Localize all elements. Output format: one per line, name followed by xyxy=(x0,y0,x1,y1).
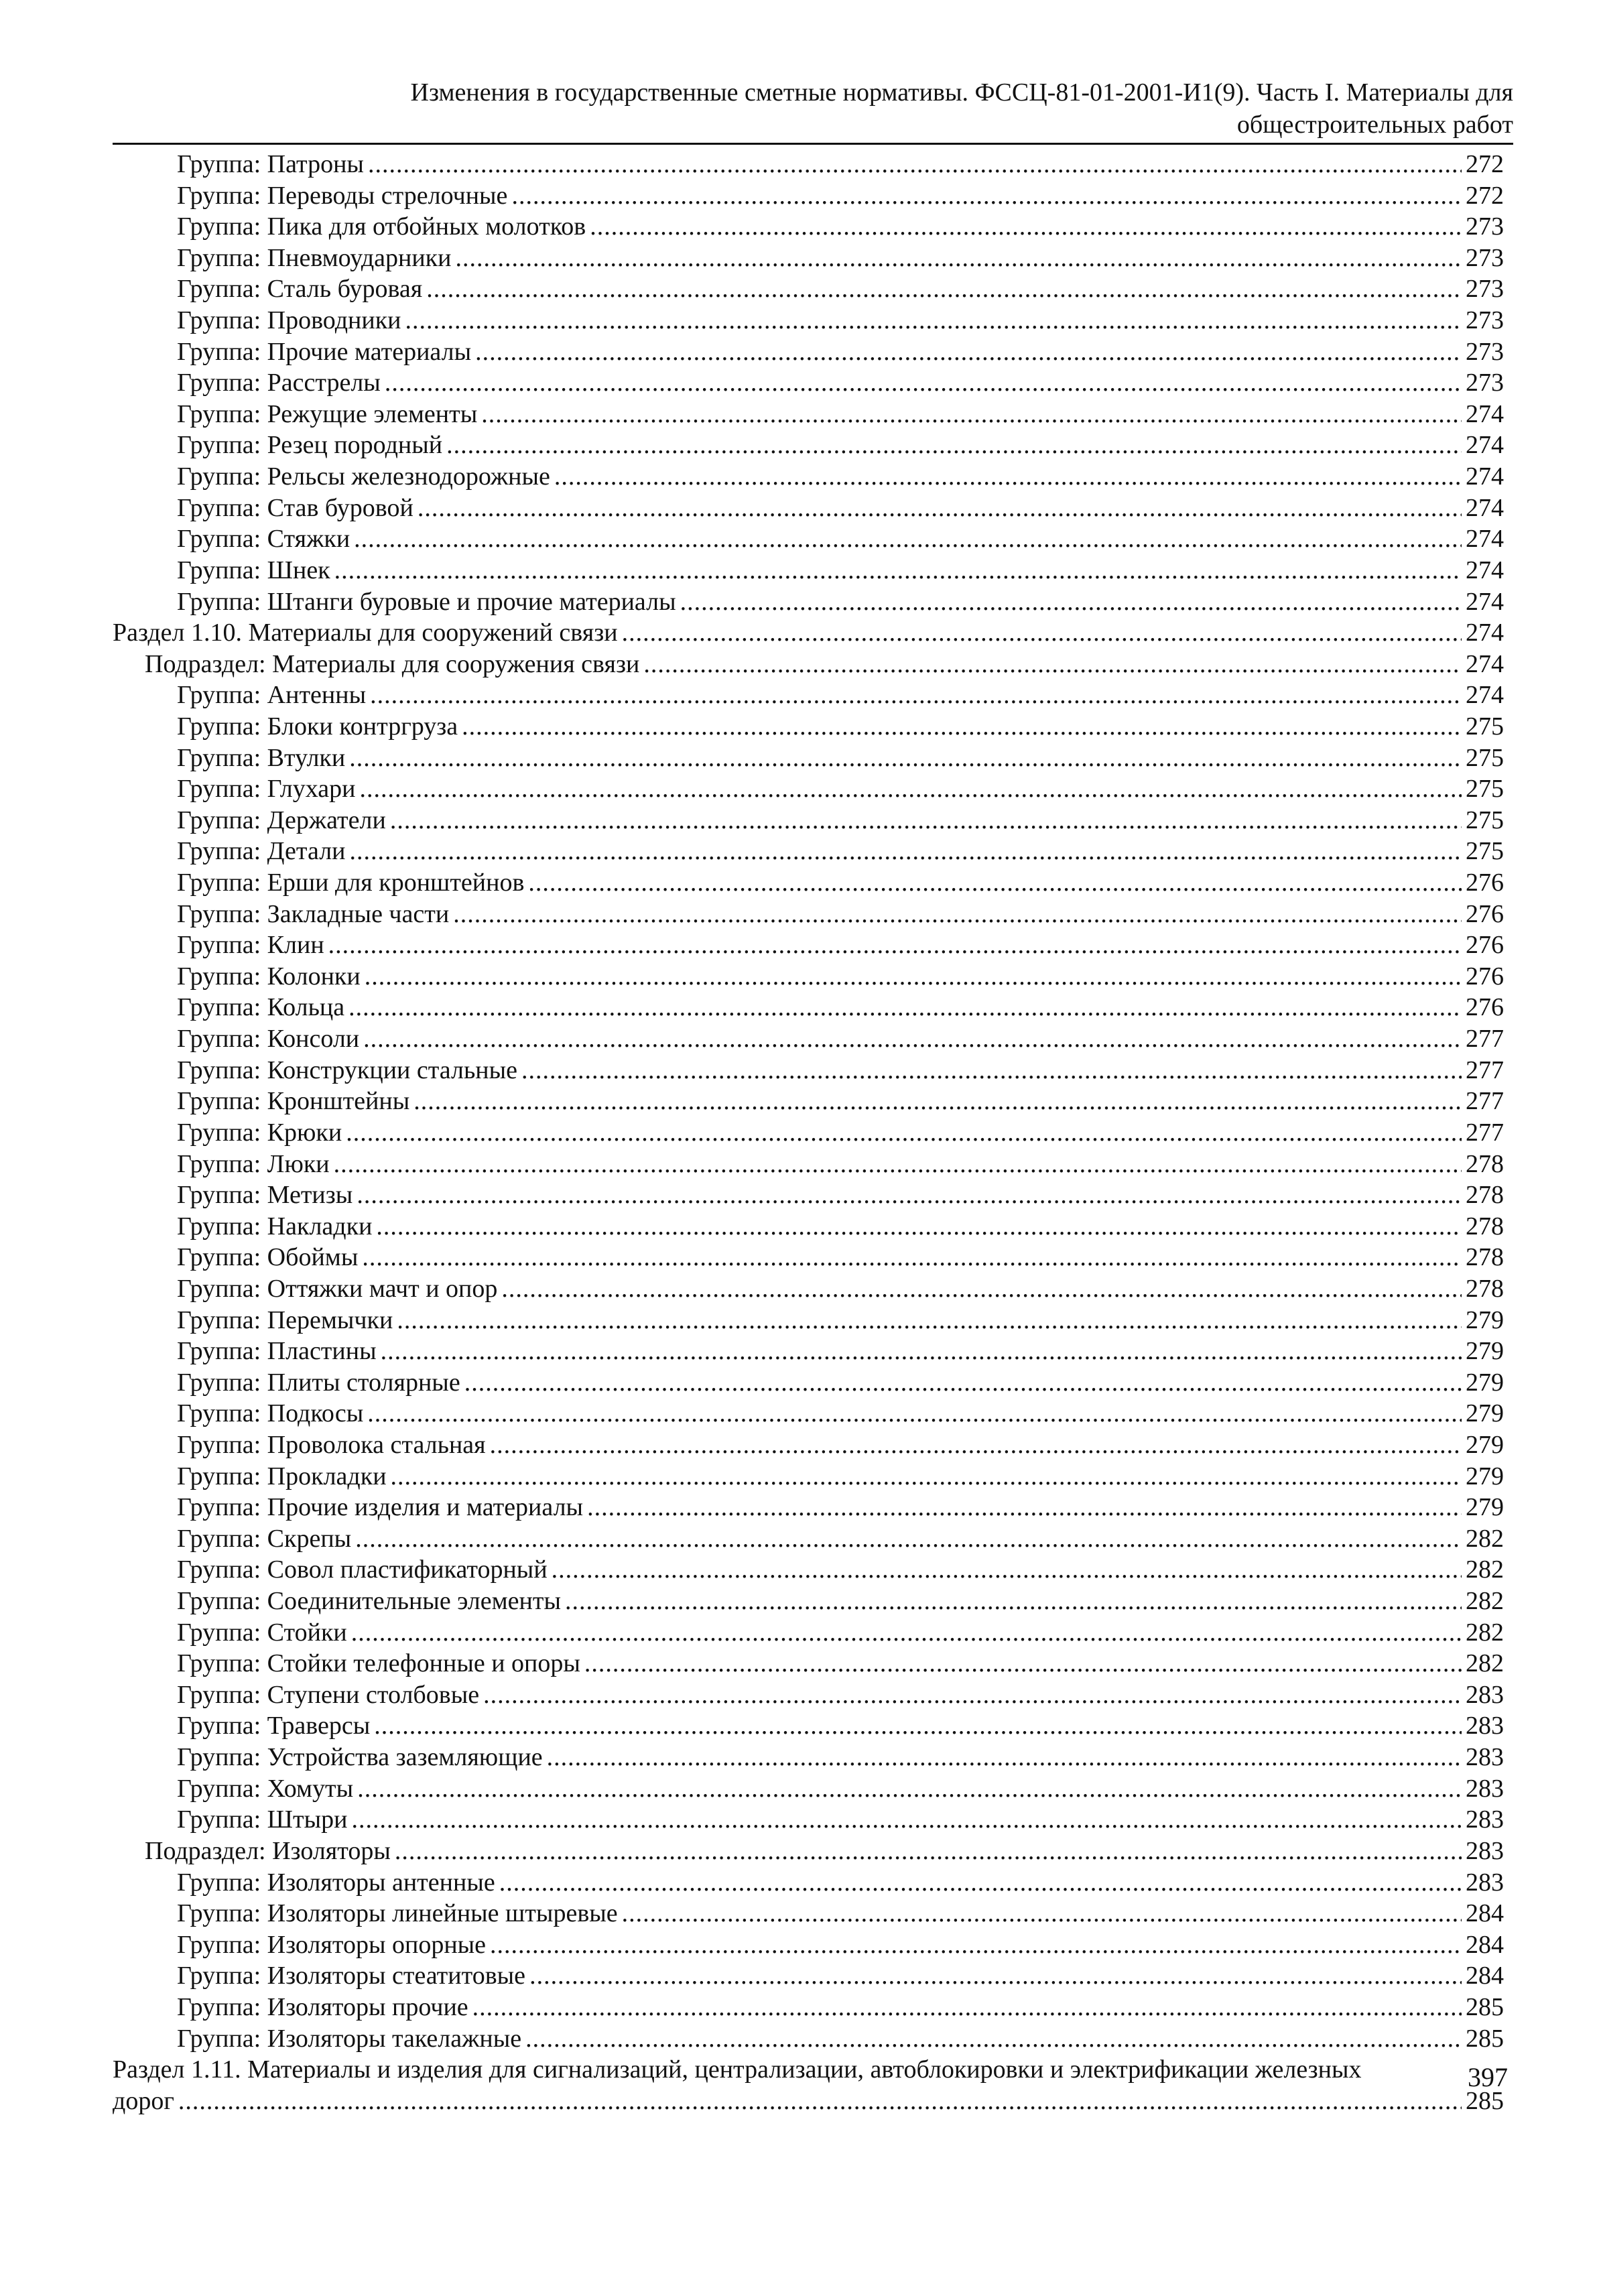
toc-entry-page: 274 xyxy=(1466,525,1504,554)
toc-entry[interactable] xyxy=(113,1149,1504,1180)
toc-entry[interactable] xyxy=(113,1429,1504,1461)
dot-leader xyxy=(622,617,1462,649)
toc-entry[interactable] xyxy=(113,1742,1504,1773)
toc-entry[interactable] xyxy=(113,992,1504,1023)
toc-entry[interactable] xyxy=(113,399,1504,430)
toc-entry-page: 276 xyxy=(1466,869,1504,897)
toc-entry-title: Группа: Пика для отбойных молотков xyxy=(177,212,586,241)
dot-leader xyxy=(525,2023,1462,2055)
toc-entry[interactable] xyxy=(113,1710,1504,1742)
toc-entry-page: 278 xyxy=(1466,1149,1504,1178)
dot-leader xyxy=(365,961,1462,993)
toc-entry-title: Подраздел: Изоляторы xyxy=(145,1836,391,1865)
toc-entry-page: 277 xyxy=(1466,1087,1504,1116)
dot-leader xyxy=(584,1648,1462,1679)
toc-entry[interactable] xyxy=(113,805,1504,836)
toc-entry-title: Группа: Сталь буровая xyxy=(177,275,423,304)
toc-entry-title: Группа: Пневмоударники xyxy=(177,243,452,272)
toc-entry[interactable] xyxy=(113,617,1504,649)
dot-leader xyxy=(381,1336,1462,1367)
toc-entry-page: 283 xyxy=(1466,1743,1504,1772)
dot-leader xyxy=(490,1929,1462,1961)
toc-entry-page: 276 xyxy=(1466,931,1504,960)
dot-leader xyxy=(483,1679,1462,1711)
toc-entry-page: 279 xyxy=(1466,1305,1504,1334)
toc-entry-page: 279 xyxy=(1466,1337,1504,1366)
toc-entry-page: 284 xyxy=(1466,1930,1504,1959)
toc-entry-page: 283 xyxy=(1466,1712,1504,1740)
toc-entry-page: 273 xyxy=(1466,243,1504,272)
dot-leader xyxy=(490,1429,1462,1461)
dot-leader xyxy=(328,930,1462,961)
toc-entry-page: 279 xyxy=(1466,1430,1504,1459)
dot-leader xyxy=(501,1273,1462,1305)
toc-entry[interactable] xyxy=(113,180,1504,212)
dot-leader xyxy=(462,711,1462,743)
toc-entry[interactable] xyxy=(113,1398,1504,1429)
toc-entry-title: Раздел 1.10. Материалы для сооружений связи xyxy=(113,619,618,647)
toc-entry-page: 283 xyxy=(1466,1868,1504,1897)
toc-entry[interactable] xyxy=(113,367,1504,399)
toc-entry-title: Группа: Изоляторы такелажные xyxy=(177,2024,522,2053)
toc-entry-page: 279 xyxy=(1466,1493,1504,1522)
dot-leader xyxy=(370,680,1462,711)
toc-entry-title: Группа: Проводники xyxy=(177,306,401,335)
dot-leader xyxy=(178,2086,1462,2117)
toc-entry-page: 285 xyxy=(1466,2024,1504,2053)
toc-entry-page: 277 xyxy=(1466,1025,1504,1054)
dot-leader xyxy=(446,430,1462,461)
dot-leader xyxy=(397,1305,1462,1336)
toc-entry-page: 275 xyxy=(1466,743,1504,772)
toc-entry[interactable] xyxy=(113,243,1504,274)
toc-entry-page: 285 xyxy=(1466,1992,1504,2021)
toc-entry-title: Группа: Оттяжки мачт и опор xyxy=(177,1274,498,1303)
dot-leader xyxy=(565,1586,1462,1617)
toc-entry-title: Группа: Накладки xyxy=(177,1212,373,1240)
toc-entry-page: 275 xyxy=(1466,837,1504,866)
toc-entry[interactable] xyxy=(113,1586,1504,1617)
dot-leader xyxy=(351,1804,1462,1836)
toc-entry[interactable] xyxy=(113,1617,1504,1649)
toc-entry-page: 282 xyxy=(1466,1555,1504,1584)
dot-leader xyxy=(346,1117,1462,1149)
dot-leader xyxy=(395,1836,1462,1867)
toc-entry-title: Группа: Переводы стрелочные xyxy=(177,181,508,210)
toc-entry[interactable] xyxy=(113,1305,1504,1336)
dot-leader xyxy=(334,1149,1462,1180)
toc-entry[interactable] xyxy=(113,1461,1504,1492)
dot-leader xyxy=(350,836,1462,867)
toc-entry-page: 279 xyxy=(1466,1399,1504,1428)
toc-entry-title: Группа: Став буровой xyxy=(177,493,413,522)
toc-entry-title: Группа: Кольца xyxy=(177,993,345,1022)
dot-leader xyxy=(455,243,1462,274)
toc-entry-title: Группа: Держатели xyxy=(177,806,386,834)
dot-leader xyxy=(472,1992,1462,2023)
toc-entry-title: Группа: Конструкции стальные xyxy=(177,1056,518,1084)
toc-entry[interactable] xyxy=(113,930,1504,961)
toc-entry-title: Группа: Патроны xyxy=(177,150,364,178)
dot-leader xyxy=(521,1055,1462,1086)
toc-entry-page: 283 xyxy=(1466,1680,1504,1709)
toc-entry-page: 275 xyxy=(1466,806,1504,834)
toc-entry-title: Группа: Плиты столярные xyxy=(177,1368,460,1397)
toc-entry-title: Группа: Стойки xyxy=(177,1618,347,1647)
toc-entry[interactable] xyxy=(113,1992,1504,2023)
toc-entry-page: 273 xyxy=(1466,212,1504,241)
toc-entry-title: Группа: Перемычки xyxy=(177,1305,393,1334)
dot-leader xyxy=(622,1898,1462,1929)
toc-entry-title: Группа: Хомуты xyxy=(177,1774,354,1803)
toc-entry-title: Группа: Обоймы xyxy=(177,1243,359,1272)
toc-entry[interactable] xyxy=(113,1179,1504,1211)
toc-entry-page: 278 xyxy=(1466,1181,1504,1210)
dot-leader xyxy=(351,1617,1462,1649)
toc-entry[interactable] xyxy=(113,149,1504,180)
toc-entry-title: Группа: Прочие материалы xyxy=(177,337,472,366)
toc-entry[interactable] xyxy=(113,961,1504,993)
toc-entry[interactable] xyxy=(113,1523,1504,1555)
toc-entry-page: 274 xyxy=(1466,681,1504,710)
toc-entry[interactable] xyxy=(113,1804,1504,1836)
toc-entry-page: 283 xyxy=(1466,1805,1504,1834)
toc-entry-page: 279 xyxy=(1466,1462,1504,1490)
dot-leader xyxy=(357,1773,1462,1805)
toc-entry[interactable] xyxy=(113,1929,1504,1961)
toc-entry-page: 277 xyxy=(1466,1118,1504,1147)
toc-entry-title: Группа: Скрепы xyxy=(177,1524,352,1553)
toc-entry-title: Группа: Подкосы xyxy=(177,1399,364,1428)
toc-entry-title: Группа: Блоки контргруза xyxy=(177,712,458,741)
toc-entry-page: 274 xyxy=(1466,493,1504,522)
toc-entry[interactable] xyxy=(113,649,1504,680)
toc-entry[interactable] xyxy=(113,1086,1504,1117)
toc-entry[interactable] xyxy=(113,836,1504,867)
toc-entry-page: 272 xyxy=(1466,181,1504,210)
toc-entry[interactable] xyxy=(113,430,1504,461)
toc-entry-title: Группа: Клин xyxy=(177,931,324,960)
toc-entry-page: 278 xyxy=(1466,1274,1504,1303)
toc-entry-title: Группа: Проволока стальная xyxy=(177,1430,486,1459)
toc-entry[interactable] xyxy=(113,273,1504,305)
toc-entry[interactable] xyxy=(113,1273,1504,1305)
dot-leader xyxy=(374,1710,1462,1742)
toc-entry-title: Группа: Консоли xyxy=(177,1025,360,1054)
toc-entry-page: 274 xyxy=(1466,619,1504,647)
toc-entry-page: 282 xyxy=(1466,1618,1504,1647)
table-of-contents xyxy=(113,149,1504,2116)
page-number: 397 xyxy=(1468,2062,1508,2092)
toc-entry-page: 278 xyxy=(1466,1243,1504,1272)
toc-entry-title: Группа: Ерши для кронштейнов xyxy=(177,869,525,897)
dot-leader xyxy=(391,1461,1462,1492)
toc-entry[interactable] xyxy=(113,211,1504,243)
toc-entry[interactable] xyxy=(113,1336,1504,1367)
toc-entry-title: Группа: Кронштейны xyxy=(177,1087,410,1116)
dot-leader xyxy=(405,305,1462,336)
toc-entry[interactable] xyxy=(113,1648,1504,1679)
dot-leader xyxy=(363,1023,1462,1055)
toc-entry-title: Группа: Ступени столбовые xyxy=(177,1680,480,1709)
toc-entry-title: Группа: Совол пластификаторный xyxy=(177,1555,548,1584)
dot-leader xyxy=(348,992,1462,1023)
dot-leader xyxy=(368,149,1462,180)
toc-entry-title: Группа: Штанги буровые и прочие материалы xyxy=(177,587,676,616)
toc-entry-page: 274 xyxy=(1466,587,1504,616)
toc-entry-title: Группа: Детали xyxy=(177,837,346,866)
toc-entry-title: Группа: Метизы xyxy=(177,1181,353,1210)
running-header xyxy=(113,76,1513,141)
toc-entry-title: Группа: Резец породный xyxy=(177,431,443,460)
toc-entry[interactable] xyxy=(113,1055,1504,1086)
dot-leader xyxy=(529,1960,1462,1992)
toc-entry-title: Группа: Прочие изделия и материалы xyxy=(177,1493,584,1522)
running-header-line-1: Изменения в государственные сметные нормативы. ФССЦ-81-01-2001-И1(9). Часть I. Материалы для xyxy=(410,78,1513,107)
toc-entry[interactable] xyxy=(113,1242,1504,1273)
toc-entry[interactable] xyxy=(113,1898,1504,1929)
toc-entry-title: Группа: Шнек xyxy=(177,556,330,584)
toc-entry-page: 276 xyxy=(1466,962,1504,991)
toc-entry-title: Группа: Стяжки xyxy=(177,525,350,554)
dot-leader xyxy=(475,336,1462,368)
toc-entry[interactable] xyxy=(113,555,1504,586)
toc-entry-page: 282 xyxy=(1466,1587,1504,1616)
dot-leader xyxy=(554,461,1462,493)
dot-leader xyxy=(590,211,1462,243)
dot-leader xyxy=(390,805,1462,836)
toc-entry-title: Группа: Режущие элементы xyxy=(177,399,478,428)
toc-entry[interactable] xyxy=(113,711,1504,743)
toc-entry-title: Группа: Изоляторы прочие xyxy=(177,1992,468,2021)
dot-leader xyxy=(426,273,1462,305)
dot-leader xyxy=(359,773,1462,805)
dot-leader xyxy=(680,586,1462,618)
toc-entry[interactable] xyxy=(113,1211,1504,1242)
toc-entry[interactable] xyxy=(113,1117,1504,1149)
toc-entry-page: 273 xyxy=(1466,275,1504,304)
toc-entry-title: Группа: Глухари xyxy=(177,775,356,804)
toc-entry[interactable] xyxy=(113,773,1504,805)
toc-entry[interactable] xyxy=(113,1773,1504,1805)
toc-entry-title: Группа: Изоляторы линейные штыревые xyxy=(177,1899,618,1928)
toc-entry-page: 284 xyxy=(1466,1962,1504,1990)
toc-entry-title: Группа: Прокладки xyxy=(177,1462,387,1490)
toc-entry-page: 283 xyxy=(1466,1836,1504,1865)
toc-entry-title: Группа: Колонки xyxy=(177,962,361,991)
dot-leader xyxy=(334,555,1462,586)
toc-entry-title: Группа: Соединительные элементы xyxy=(177,1587,562,1616)
toc-entry-page: 285 xyxy=(1466,2086,1504,2115)
toc-entry-page: 282 xyxy=(1466,1649,1504,1678)
toc-entry-page: 274 xyxy=(1466,556,1504,584)
header-rule xyxy=(113,143,1513,145)
dot-leader xyxy=(464,1367,1462,1399)
toc-entry[interactable] xyxy=(113,461,1504,493)
toc-entry-title: Группа: Закладные части xyxy=(177,899,450,928)
toc-entry-title: Группа: Изоляторы стеатитовые xyxy=(177,1962,526,1990)
toc-entry-page: 276 xyxy=(1466,993,1504,1022)
dot-leader xyxy=(357,1179,1462,1211)
toc-entry-title: Группа: Изоляторы антенные xyxy=(177,1868,495,1897)
toc-entry-title: Группа: Изоляторы опорные xyxy=(177,1930,487,1959)
toc-entry-page: 277 xyxy=(1466,1056,1504,1084)
toc-entry-page: 283 xyxy=(1466,1774,1504,1803)
toc-entry-page: 274 xyxy=(1466,431,1504,460)
toc-entry[interactable] xyxy=(113,1679,1504,1711)
toc-entry-page: 274 xyxy=(1466,399,1504,428)
toc-entry[interactable] xyxy=(113,586,1504,618)
toc-entry-page: 276 xyxy=(1466,899,1504,928)
toc-entry[interactable] xyxy=(113,493,1504,524)
toc-entry-page: 284 xyxy=(1466,1899,1504,1928)
toc-entry-title: Подраздел: Материалы для сооружения связи xyxy=(145,649,640,678)
toc-entry-title: Группа: Штыри xyxy=(177,1805,348,1834)
toc-entry-title: Группа: Устройства заземляющие xyxy=(177,1743,543,1772)
dot-leader xyxy=(587,1492,1462,1523)
toc-entry[interactable] xyxy=(113,1554,1504,1586)
toc-entry[interactable] xyxy=(113,899,1504,930)
toc-entry-page: 273 xyxy=(1466,369,1504,397)
toc-entry-multiline-line-1[interactable]: Раздел 1.11. Материалы и изделия для сигнализаций, централизации, автоблокировки и электрификации железных xyxy=(113,2055,1362,2084)
dot-leader xyxy=(511,180,1462,212)
toc-entry[interactable] xyxy=(113,1492,1504,1523)
dot-leader xyxy=(354,523,1462,555)
toc-entry[interactable] xyxy=(113,1867,1504,1899)
toc-entry-title: Группа: Стойки телефонные и опоры xyxy=(177,1649,580,1678)
toc-entry-page: 275 xyxy=(1466,775,1504,804)
toc-entry-title: дорог xyxy=(113,2086,174,2115)
toc-entry-title: Группа: Рельсы железнодорожные xyxy=(177,462,550,491)
toc-entry[interactable] xyxy=(113,1367,1504,1399)
toc-entry[interactable] xyxy=(113,1960,1504,1992)
toc-entry-page: 282 xyxy=(1466,1524,1504,1553)
dot-leader xyxy=(453,899,1462,930)
toc-entry[interactable] xyxy=(113,1023,1504,1055)
toc-entry-page: 273 xyxy=(1466,337,1504,366)
dot-leader xyxy=(552,1554,1462,1586)
dot-leader xyxy=(362,1242,1462,1273)
dot-leader xyxy=(547,1742,1462,1773)
toc-entry-title: Группа: Люки xyxy=(177,1149,330,1178)
dot-leader xyxy=(376,1211,1462,1242)
dot-leader xyxy=(499,1867,1462,1899)
dot-leader xyxy=(481,399,1462,430)
toc-entry[interactable] xyxy=(113,336,1504,368)
toc-entry-title: Группа: Пластины xyxy=(177,1337,377,1366)
toc-entry-page: 278 xyxy=(1466,1212,1504,1240)
toc-entry-page: 279 xyxy=(1466,1368,1504,1397)
toc-entry-title: Группа: Крюки xyxy=(177,1118,342,1147)
dot-leader xyxy=(385,367,1462,399)
toc-entry-page: 272 xyxy=(1466,150,1504,178)
toc-entry-page: 274 xyxy=(1466,649,1504,678)
dot-leader xyxy=(355,1523,1462,1555)
running-header-line-2: общестроительных работ xyxy=(1236,111,1513,139)
toc-entry[interactable] xyxy=(113,743,1504,774)
toc-entry[interactable] xyxy=(113,2023,1504,2055)
dot-leader xyxy=(349,743,1462,774)
toc-entry-page: 274 xyxy=(1466,462,1504,491)
dot-leader xyxy=(643,649,1462,680)
dot-leader xyxy=(418,493,1462,524)
toc-entry-multiline-line-2[interactable] xyxy=(113,2086,1504,2117)
toc-entry[interactable] xyxy=(113,523,1504,555)
dot-leader xyxy=(413,1086,1462,1117)
toc-entry-page: 275 xyxy=(1466,712,1504,741)
toc-entry[interactable] xyxy=(113,867,1504,899)
toc-entry-title: Группа: Антенны xyxy=(177,681,367,710)
toc-entry-title: Группа: Траверсы xyxy=(177,1712,371,1740)
toc-entry[interactable] xyxy=(113,1836,1504,1867)
toc-entry-page: 273 xyxy=(1466,306,1504,335)
toc-entry[interactable] xyxy=(113,305,1504,336)
toc-entry-title: Группа: Расстрелы xyxy=(177,369,381,397)
dot-leader xyxy=(367,1398,1462,1429)
toc-entry[interactable] xyxy=(113,680,1504,711)
dot-leader xyxy=(528,867,1462,899)
toc-entry-title: Группа: Втулки xyxy=(177,743,346,772)
